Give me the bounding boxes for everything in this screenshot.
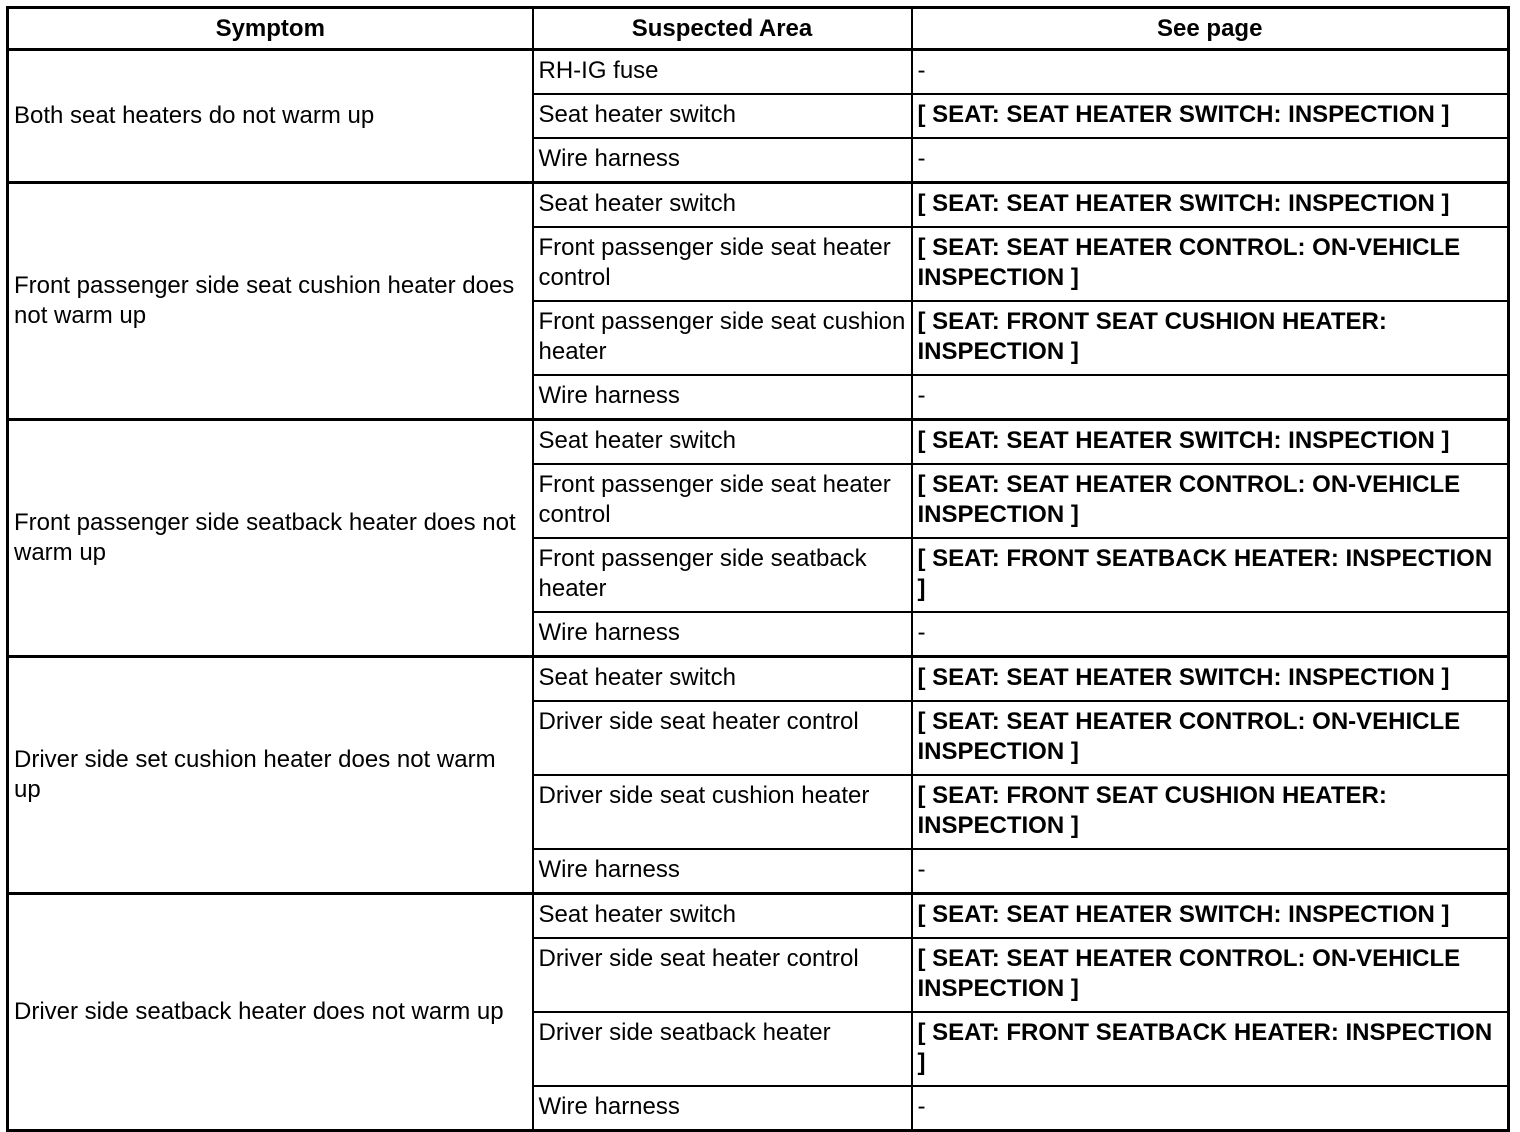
suspected-area-cell: Seat heater switch [533,657,912,702]
suspected-area-cell: Front passenger side seat heater control [533,464,912,538]
table-header [8,8,1509,50]
suspected-area-cell: Driver side seat heater control [533,701,912,775]
suspected-area-cell: Wire harness [533,375,912,420]
suspected-area-cell: Wire harness [533,1086,912,1131]
symptom-group [8,50,1509,183]
table-row [8,50,1509,95]
suspected-area-cell: Front passenger side seat cushion heater [533,301,912,375]
symptom-cell: Front passenger side seat cushion heater does not warm up [8,183,533,420]
see-page-reference[interactable]: [ SEAT: SEAT HEATER SWITCH: INSPECTION ] [912,894,1509,939]
suspected-area-cell: RH-IG fuse [533,50,912,95]
see-page-cell: - [912,375,1509,420]
header-row [8,8,1509,50]
see-page-cell: - [912,50,1509,95]
see-page-reference[interactable]: [ SEAT: SEAT HEATER SWITCH: INSPECTION ] [912,183,1509,228]
suspected-area-cell: Seat heater switch [533,420,912,465]
see-page-reference[interactable]: [ SEAT: SEAT HEATER SWITCH: INSPECTION ] [912,420,1509,465]
suspected-area-cell: Front passenger side seatback heater [533,538,912,612]
see-page-reference[interactable]: [ SEAT: SEAT HEATER CONTROL: ON-VEHICLE INSPECTION ] [912,938,1509,1012]
see-page-reference[interactable]: [ SEAT: SEAT HEATER SWITCH: INSPECTION ] [912,94,1509,138]
symptom-cell: Front passenger side seatback heater does not warm up [8,420,533,657]
suspected-area-cell: Wire harness [533,612,912,657]
symptom-group [8,657,1509,894]
symptom-cell: Driver side set cushion heater does not warm up [8,657,533,894]
see-page-cell: - [912,138,1509,183]
suspected-area-cell: Seat heater switch [533,94,912,138]
see-page-reference[interactable]: [ SEAT: FRONT SEAT CUSHION HEATER: INSPECTION ] [912,301,1509,375]
symptom-group [8,894,1509,1131]
suspected-area-cell: Driver side seat cushion heater [533,775,912,849]
see-page-reference[interactable]: [ SEAT: SEAT HEATER SWITCH: INSPECTION ] [912,657,1509,702]
see-page-reference[interactable]: [ SEAT: FRONT SEAT CUSHION HEATER: INSPECTION ] [912,775,1509,849]
see-page-reference[interactable]: [ SEAT: SEAT HEATER CONTROL: ON-VEHICLE INSPECTION ] [912,464,1509,538]
table-row [8,183,1509,228]
suspected-area-cell: Wire harness [533,138,912,183]
symptom-cell: Both seat heaters do not warm up [8,50,533,183]
header-see-page: See page [912,8,1509,50]
see-page-cell: - [912,849,1509,894]
symptom-group [8,420,1509,657]
table-row [8,420,1509,465]
symptom-table [6,6,1510,1132]
suspected-area-cell: Seat heater switch [533,183,912,228]
see-page-cell: - [912,612,1509,657]
header-suspected-area: Suspected Area [533,8,912,50]
see-page-reference[interactable]: [ SEAT: SEAT HEATER CONTROL: ON-VEHICLE INSPECTION ] [912,227,1509,301]
suspected-area-cell: Wire harness [533,849,912,894]
see-page-reference[interactable]: [ SEAT: SEAT HEATER CONTROL: ON-VEHICLE INSPECTION ] [912,701,1509,775]
see-page-reference[interactable]: [ SEAT: FRONT SEATBACK HEATER: INSPECTION ] [912,1012,1509,1086]
suspected-area-cell: Front passenger side seat heater control [533,227,912,301]
table-row [8,657,1509,702]
suspected-area-cell: Driver side seatback heater [533,1012,912,1086]
table-row [8,894,1509,939]
see-page-cell: - [912,1086,1509,1131]
header-symptom: Symptom [8,8,533,50]
suspected-area-cell: Driver side seat heater control [533,938,912,1012]
symptom-group [8,183,1509,420]
symptom-cell: Driver side seatback heater does not warm up [8,894,533,1131]
see-page-reference[interactable]: [ SEAT: FRONT SEATBACK HEATER: INSPECTION ] [912,538,1509,612]
suspected-area-cell: Seat heater switch [533,894,912,939]
